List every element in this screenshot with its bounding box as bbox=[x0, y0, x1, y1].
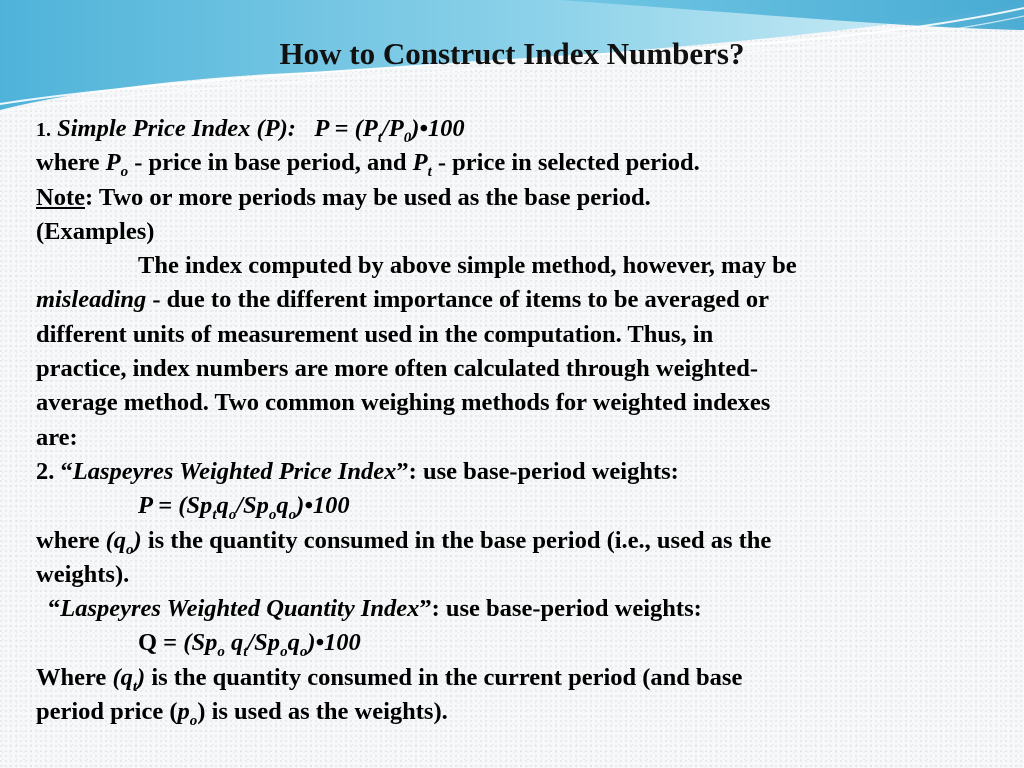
examples-line: (Examples) bbox=[36, 217, 155, 245]
laspeyres-price-index-line: 2. “Laspeyres Weighted Price Index”: use base-period weights: bbox=[36, 457, 679, 485]
base-period-price-line: period price $(p_o)$ is used as the weights). bbox=[36, 698, 448, 729]
simple-price-index-line: 1. Simple Price Index (P): $P = (P_t/P_0)•100$ bbox=[36, 115, 465, 146]
laspeyres-quantity-index-line: “Laspeyres Weighted Quantity Index”: use base-period weights: bbox=[48, 595, 702, 623]
paragraph-line-3: different units of measurement used in the computation. Thus, in bbox=[36, 320, 714, 348]
laspeyres-price-formula: $P = (Sp_tq_o/Sp_oq_o)•100$ bbox=[138, 492, 350, 524]
laspeyres-quantity-formula: $Q = (Sp_o$ $q_t/Sp_oq_o)•100$ bbox=[138, 629, 361, 661]
current-quantity-definition-line: Where $(q_t)$ is the quantity consumed in the current period (and base bbox=[36, 663, 743, 695]
paragraph-line-4: practice, index numbers are more often calculated through weighted- bbox=[36, 355, 758, 383]
paragraph-line-5: average method. Two common weighing methods for weighted indexes bbox=[36, 389, 771, 417]
paragraph-line-6: are: bbox=[36, 423, 78, 451]
slide-body bbox=[36, 112, 986, 729]
paragraph-line-2: misleading - due to the different importance of items to be averaged or bbox=[36, 286, 770, 314]
slide-title: How to Construct Index Numbers? bbox=[279, 36, 745, 71]
paragraph-line-1: The index computed by above simple method, however, may be bbox=[138, 252, 797, 280]
price-definition-line: where $P_o$ - price in base period, and $P_t$ - price in selected period. bbox=[36, 149, 700, 181]
weights-line: weights). bbox=[36, 560, 130, 588]
base-quantity-definition-line: where $(q_o)$ is the quantity consumed in the base period (i.e., used as the bbox=[36, 526, 772, 558]
note-line: Note: Two or more periods may be used as the base period. bbox=[36, 183, 651, 211]
